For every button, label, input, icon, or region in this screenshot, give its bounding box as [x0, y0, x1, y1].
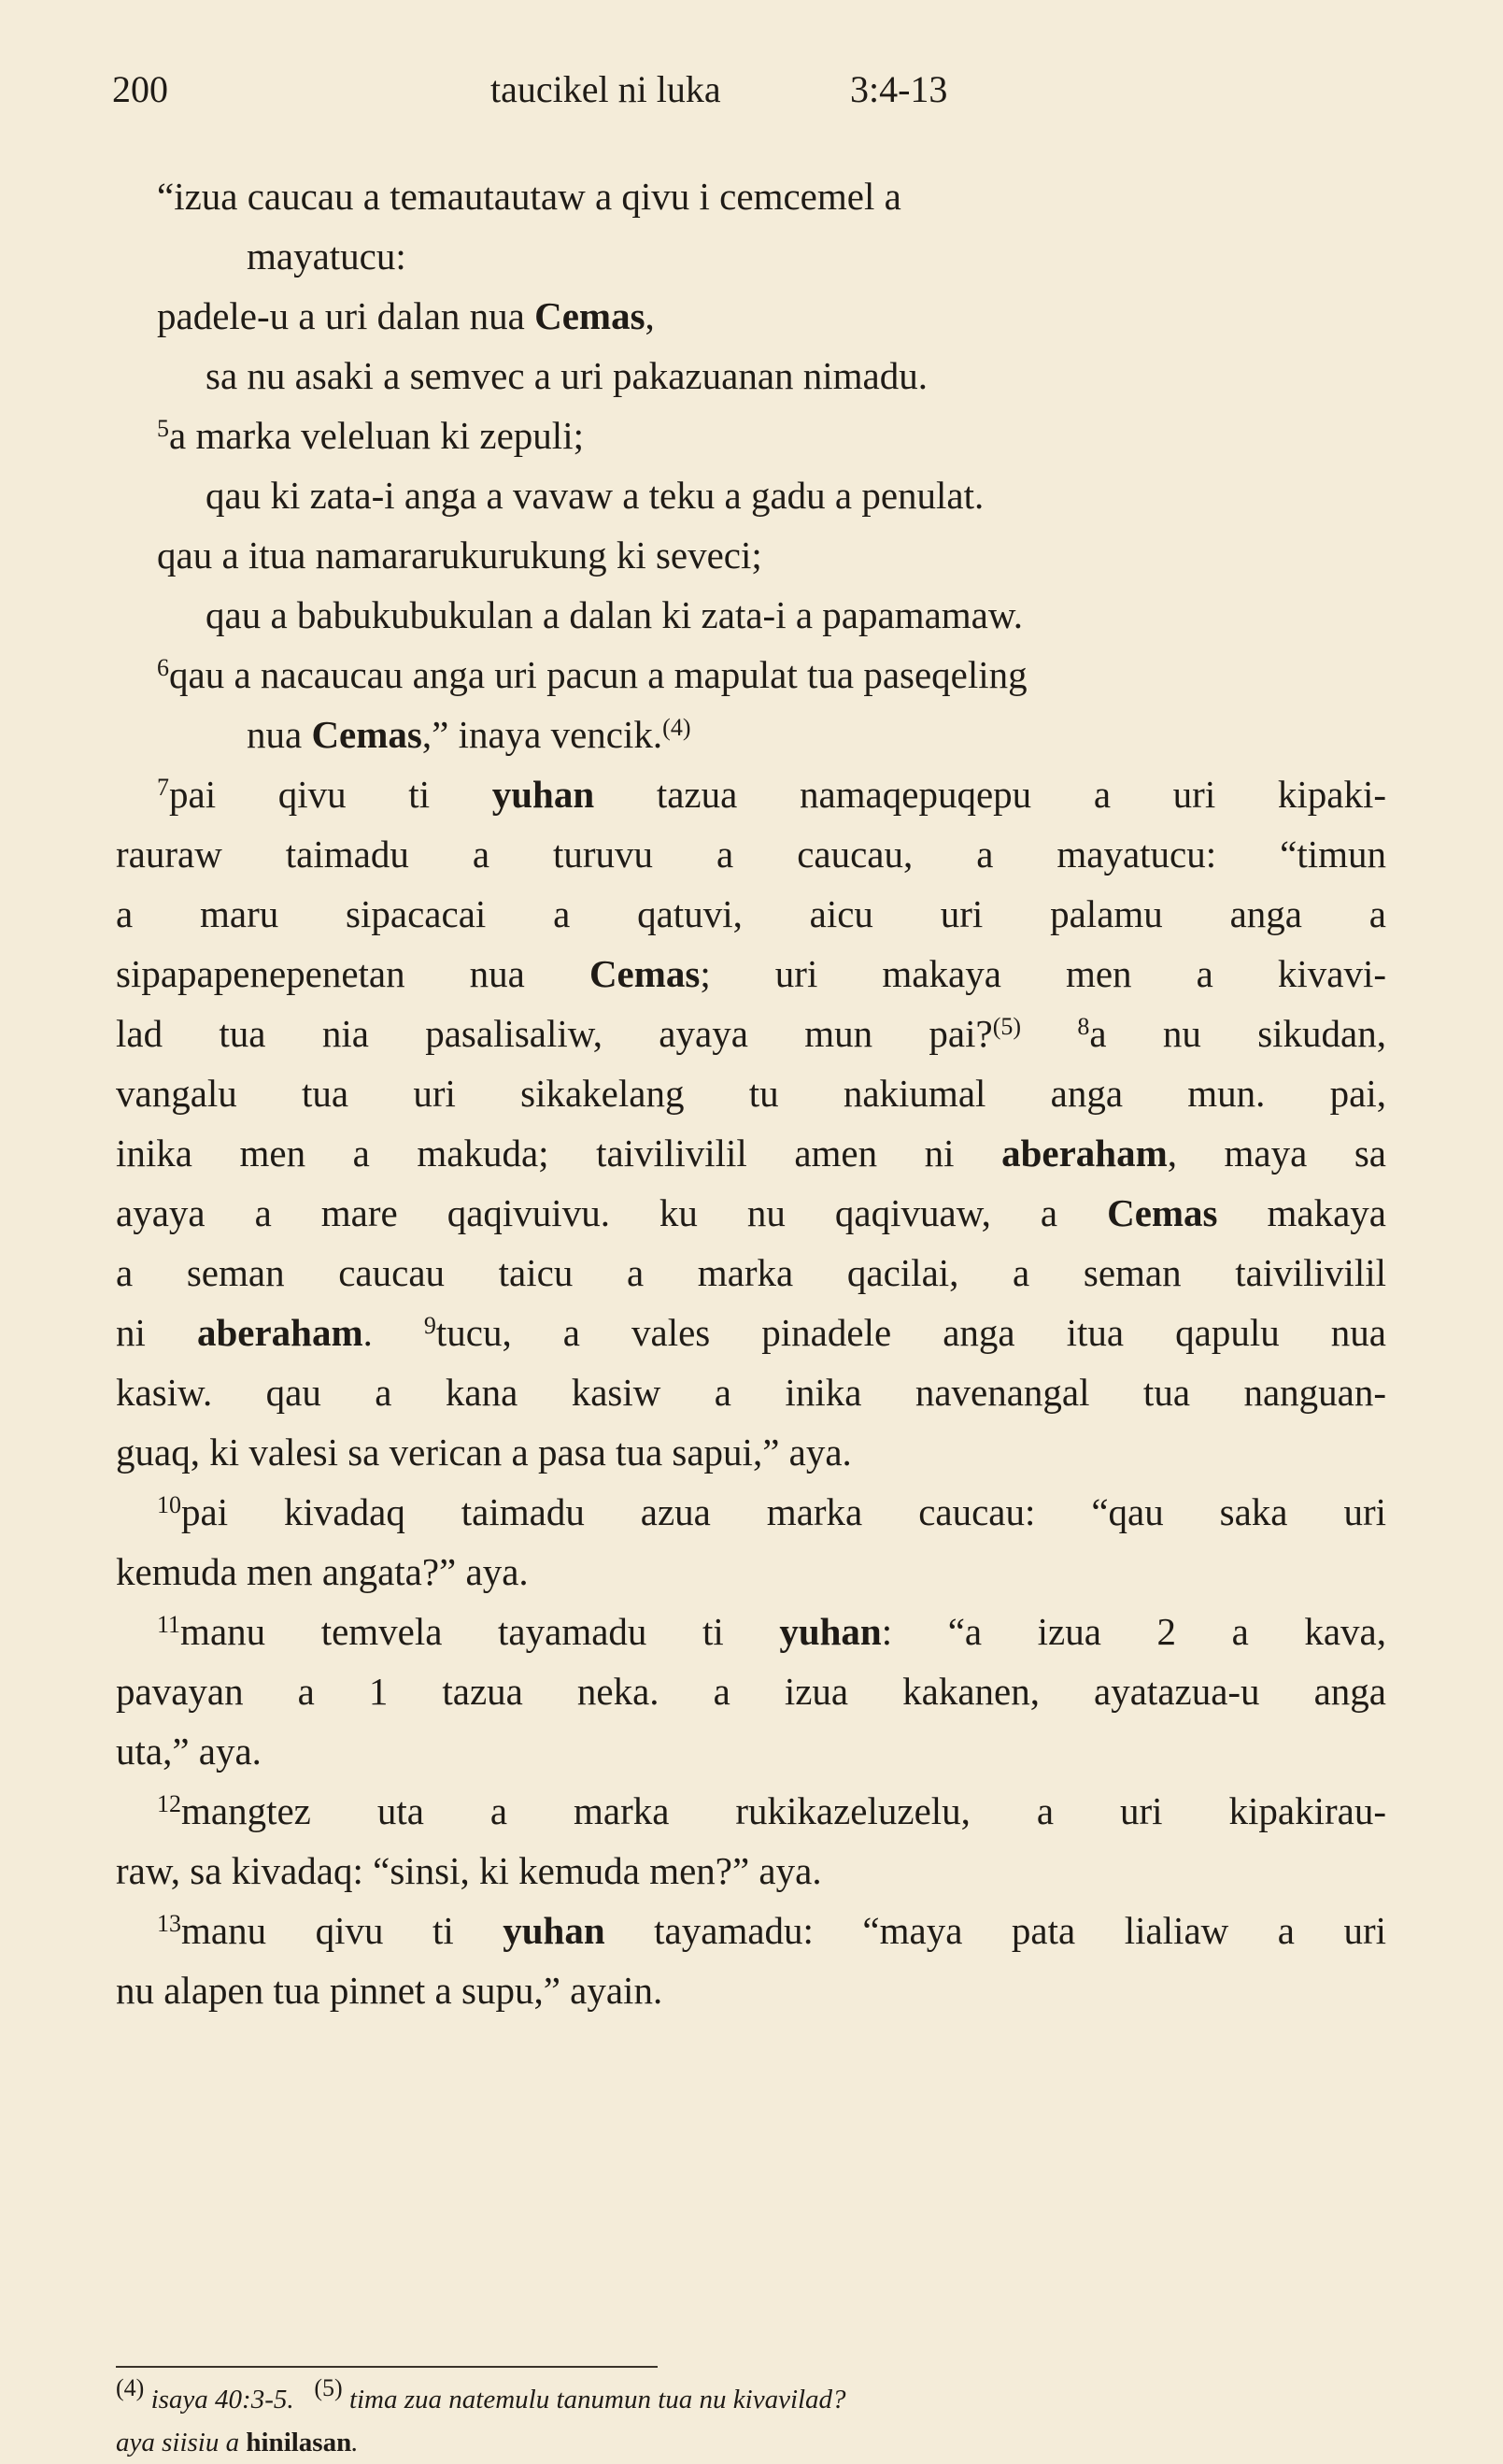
- chapter-verse-reference: 3:4-13: [850, 68, 948, 110]
- text-line: qau a babukubukulan a dalan ki zata-i a papamamaw.: [206, 593, 1024, 636]
- verse-number: 9: [423, 1312, 436, 1339]
- text-line: “izua caucau a temautautaw a qivu i cemcemel a: [157, 175, 901, 218]
- text-line: mayatucu:: [247, 235, 406, 278]
- text-line: rauraw taimadu a turuvu a caucau, a mayatucu: “timun: [116, 833, 1386, 876]
- text-line: $^{12}$mangtez uta a marka rukikazeluzelu, a uri kipakirau-: [157, 1789, 1386, 1832]
- footnote-line: $^{(4)}$ isaya 40:3-5. $^{(5)}$ tima zua natemulu tanumun tua nu kivavilad?: [116, 2374, 846, 2414]
- text-line: nu alapen tua pinnet a supu,” ayain.: [116, 1969, 663, 2012]
- text-line: pavayan a 1 tazua neka. a izua kakanen, ayatazua-u anga: [116, 1670, 1386, 1713]
- text-line: padele-u a uri dalan nua Cemas,: [157, 294, 655, 337]
- footnote-marker: (5): [314, 2374, 343, 2401]
- verse-number: 13: [157, 1910, 181, 1937]
- verse-number: 5: [157, 415, 169, 442]
- text-line: $^6$qau a nacaucau anga uri pacun a mapulat tua paseqeling: [157, 653, 1028, 696]
- text-line: $^7$pai qivu ti yuhan tazua namaqepuqepu a uri kipaki-: [157, 773, 1387, 816]
- text-line: sipapapenepenetan nua Cemas; uri makaya men a kivavi-: [116, 952, 1386, 995]
- text-line: ni aberaham. $^9$tucu, a vales pinadele anga itua qapulu nua: [116, 1311, 1386, 1354]
- scripture-text: [116, 166, 1386, 2020]
- text-line: kemuda men angata?” aya.: [116, 1550, 529, 1593]
- footnote-divider: [116, 2366, 658, 2368]
- text-line: inika men a makuda; taivilivilil amen ni aberaham, maya sa: [116, 1132, 1386, 1175]
- text-line: vangalu tua uri sikakelang tu nakiumal anga mun. pai,: [116, 1072, 1386, 1115]
- text-line: $^{11}$manu temvela tayamadu ti yuhan: “a izua 2 a kava,: [157, 1610, 1386, 1653]
- text-line: raw, sa kivadaq: “sinsi, ki kemuda men?” aya.: [116, 1849, 822, 1892]
- text-line: uta,” aya.: [116, 1730, 262, 1773]
- text-line: nua Cemas,” inaya vencik.$^{(4)}$: [247, 713, 691, 756]
- page-number: 200: [112, 68, 168, 110]
- footnote-line: aya siisiu a hinilasan.: [116, 2428, 359, 2457]
- text-line: $^{10}$pai kivadaq taimadu azua marka caucau: “qau saka uri: [157, 1490, 1386, 1533]
- footnotes: [116, 2374, 1386, 2464]
- text-line: qau a itua namararukurukung ki seveci;: [157, 534, 762, 577]
- text-line: lad tua nia pasalisaliw, ayaya mun pai?$^{(5)}$ $^8$a nu sikudan,: [116, 1012, 1387, 1055]
- text-line: $^{13}$manu qivu ti yuhan tayamadu: “maya pata lialiaw a uri: [157, 1909, 1386, 1952]
- verse-number: 6: [157, 654, 169, 681]
- text-line: ayaya a mare qaqivuivu. ku nu qaqivuaw, a Cemas makaya: [116, 1191, 1386, 1234]
- running-header: [112, 67, 1401, 123]
- verse-number: 10: [157, 1491, 181, 1518]
- text-line: a maru sipacacai a qatuvi, aicu uri palamu anga a: [116, 892, 1386, 935]
- text-line: kasiw. qau a kana kasiw a inika navenangal tua nanguan-: [116, 1371, 1386, 1414]
- verse-number: 7: [157, 774, 169, 801]
- text-line: qau ki zata-i anga a vavaw a teku a gadu a penulat.: [206, 474, 985, 517]
- text-line: sa nu asaki a semvec a uri pakazuanan nimadu.: [206, 354, 928, 397]
- footnote-marker: (4): [116, 2374, 145, 2401]
- verse-number: 11: [157, 1611, 181, 1638]
- text-line: $^5$a marka veleluan ki zepuli;: [157, 414, 584, 457]
- footnote-marker: (5): [992, 1013, 1022, 1040]
- text-line: guaq, ki valesi sa verican a pasa tua sapui,” aya.: [116, 1431, 852, 1474]
- verse-number: 12: [157, 1790, 181, 1817]
- verse-number: 8: [1077, 1013, 1090, 1040]
- text-line: a seman caucau taicu a marka qacilai, a seman taivilivilil: [116, 1251, 1386, 1294]
- book-title: taucikel ni luka: [490, 68, 721, 110]
- footnote-marker: (4): [662, 714, 691, 741]
